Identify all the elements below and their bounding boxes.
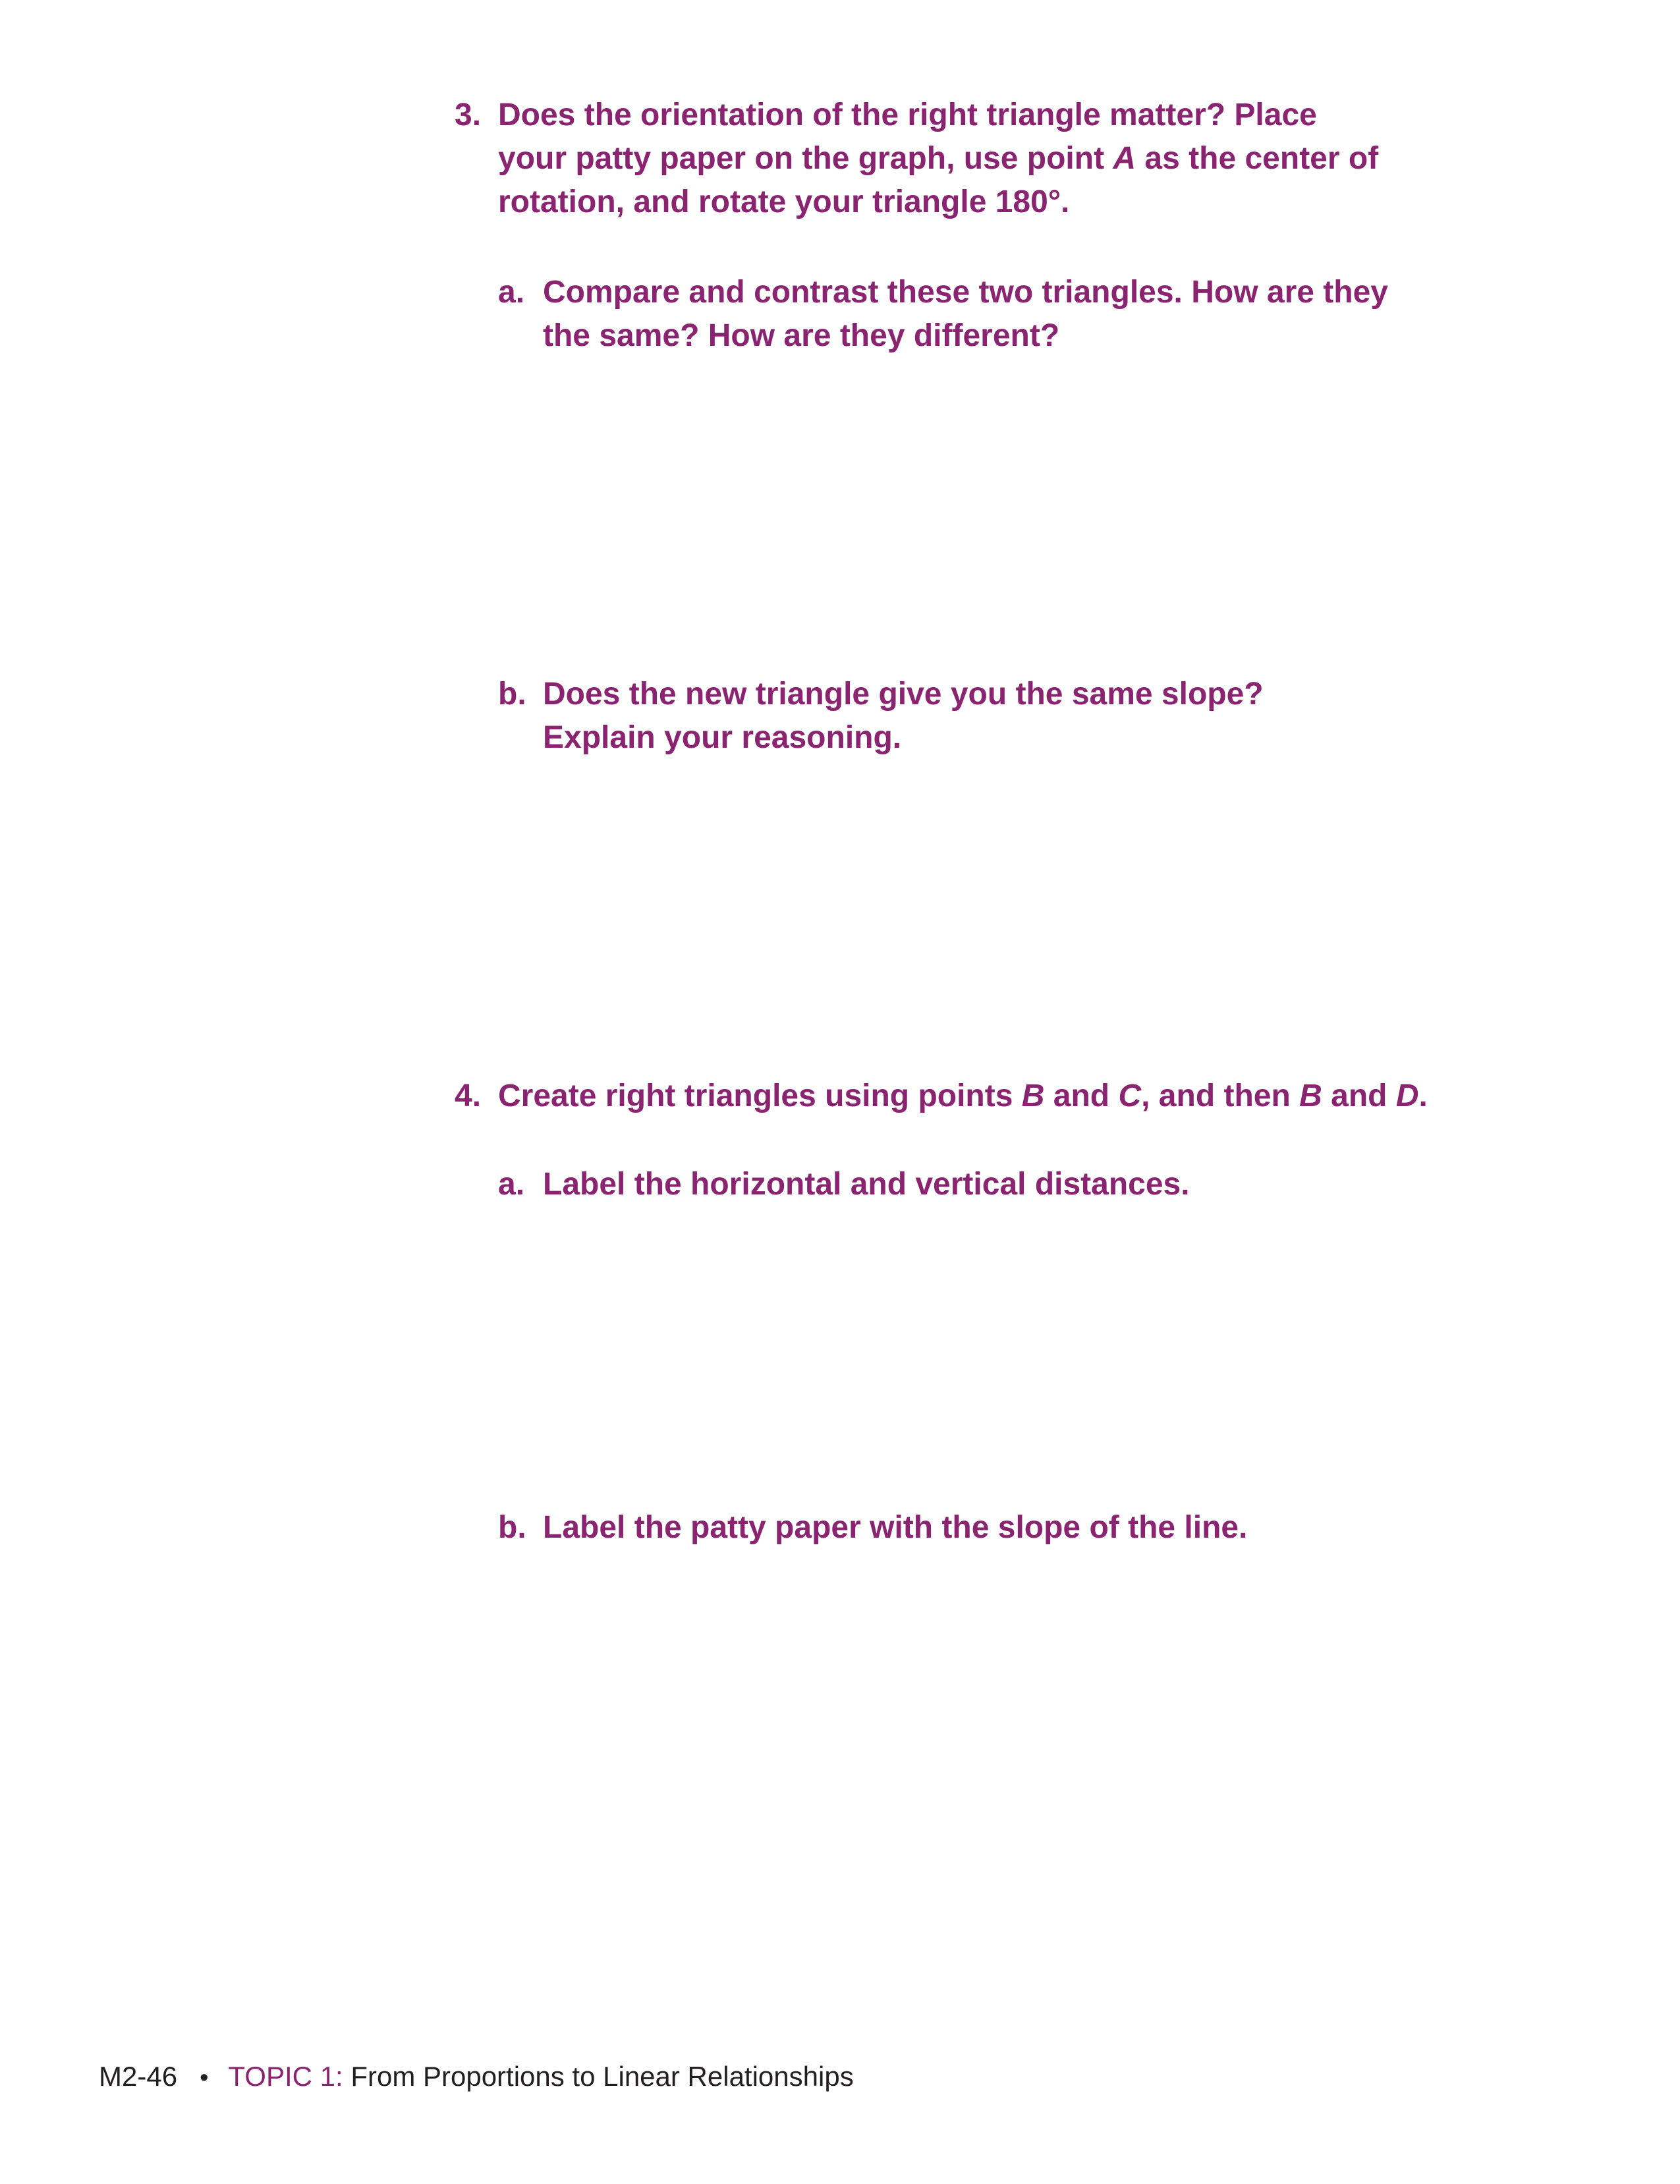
topic-title: From Proportions to Linear Relationships [343, 2061, 854, 2092]
point-d-label: D [1395, 1078, 1419, 1113]
point-b-label: B [1021, 1078, 1045, 1113]
topic-label: TOPIC 1: [228, 2061, 343, 2092]
page-footer [99, 2059, 854, 2095]
point-b-label-2: B [1299, 1078, 1322, 1113]
question-3a-line-1: Compare and contrast these two triangles. How are they [543, 275, 1388, 310]
question-4-text: Create right triangles using points B and C, and then B and D. [498, 1078, 1428, 1113]
question-3a-label: a. [498, 275, 525, 310]
question-3b [498, 673, 1478, 760]
question-3-line-2: your patty paper on the graph, use point A as the center of [498, 141, 1379, 176]
question-3a-line-2: the same? How are they different? [543, 318, 1060, 353]
question-3-line-1: Does the orientation of the right triangle matter? Place [498, 98, 1317, 132]
question-3b-line-1: Does the new triangle give you the same slope? [543, 677, 1264, 712]
question-4b-label: b. [498, 1510, 526, 1545]
page-number: M2-46 [99, 2061, 178, 2092]
question-3-line-3: rotation, and rotate your triangle 180°. [498, 184, 1070, 219]
question-4a-text: Label the horizontal and vertical distances. [543, 1167, 1190, 1202]
question-3 [455, 94, 1486, 224]
question-3b-line-2: Explain your reasoning. [543, 720, 902, 755]
footer-bullet: • [200, 2064, 209, 2092]
question-3a [498, 271, 1478, 358]
question-4a [498, 1163, 1478, 1206]
question-4b [498, 1506, 1478, 1550]
point-a-label: A [1113, 141, 1136, 176]
question-4b-text: Label the patty paper with the slope of the line. [543, 1510, 1248, 1545]
question-4a-label: a. [498, 1167, 525, 1202]
question-3b-label: b. [498, 677, 526, 712]
question-4-number: 4. [455, 1078, 482, 1113]
question-3-number: 3. [455, 98, 482, 132]
question-4 [455, 1075, 1499, 1118]
point-c-label: C [1118, 1078, 1142, 1113]
